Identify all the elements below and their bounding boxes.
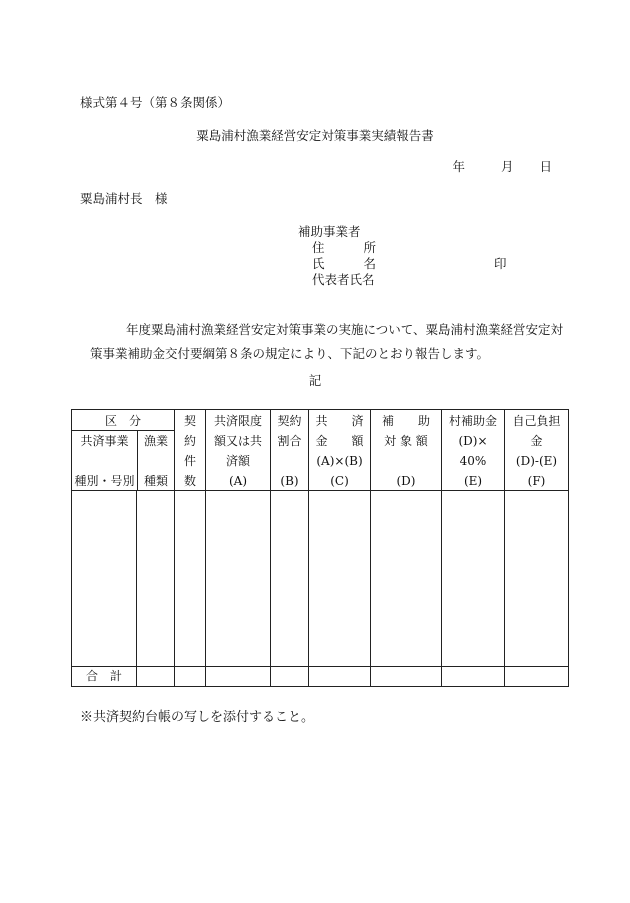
table-row <box>72 491 569 667</box>
header-self-burden <box>505 410 569 491</box>
note-heading: 記 <box>308 373 322 388</box>
applicant-block <box>298 224 507 288</box>
header-col3-line1: 契 <box>183 414 196 428</box>
header-col1-line4: 種別・号別 <box>74 474 135 488</box>
header-col2-line1: 漁業 <box>143 434 168 448</box>
header-col3-line3: 件 <box>183 454 196 468</box>
header-col4-line4: (A) <box>228 474 248 488</box>
header-col9-line1: 自己負担 <box>512 414 561 428</box>
header-col5-line1: 契約 <box>277 414 302 428</box>
header-col9-line2: 金 <box>530 434 543 448</box>
addressee: 粟島浦村長 様 <box>80 191 168 206</box>
form-number-label: 様式第４号（第８条関係） <box>80 95 231 110</box>
header-col8-line2: (D)× <box>458 434 488 448</box>
header-col1-line1: 共済事業 <box>80 434 129 448</box>
header-col5-line4: (B) <box>280 474 299 488</box>
header-category <box>72 410 175 491</box>
address-label: 住 所 <box>312 240 376 255</box>
header-col4-line1: 共済限度 <box>213 414 262 428</box>
header-col7-line4: (D) <box>396 474 416 488</box>
cell-self-burden[interactable] <box>505 491 569 667</box>
header-village-subsidy <box>442 410 505 491</box>
cell-subsidy-target[interactable] <box>371 491 442 667</box>
header-col8-line1: 村補助金 <box>448 414 497 428</box>
report-table <box>71 409 569 687</box>
header-coverage-limit <box>206 410 271 491</box>
header-col3-line2: 約 <box>183 434 196 448</box>
header-col5-line2: 割合 <box>277 434 302 448</box>
header-col6-line3: (A)×(B) <box>316 454 363 468</box>
header-col8-line4: (E) <box>463 474 483 488</box>
total-coverage-limit[interactable] <box>206 667 271 687</box>
date-year: 年 <box>452 159 465 174</box>
footnote: ※共済契約台帳の写しを添付すること。 <box>80 710 315 725</box>
cell-coverage-limit[interactable] <box>206 491 271 667</box>
date-month: 月 <box>500 159 514 174</box>
header-col6-line4: (C) <box>330 474 349 488</box>
total-contract-ratio[interactable] <box>271 667 309 687</box>
total-row <box>72 667 569 687</box>
header-col7-line2: 対 象 額 <box>384 434 428 448</box>
seal-mark: 印 <box>494 256 507 271</box>
body-line-1: 年度粟島浦村漁業経営安定対策事業の実施について、粟島浦村漁業経営安定対 <box>126 322 564 337</box>
applicant-heading: 補助事業者 <box>298 224 361 239</box>
total-self-burden[interactable] <box>505 667 569 687</box>
header-subsidy-target <box>371 410 442 491</box>
total-village-subsidy[interactable] <box>442 667 505 687</box>
header-col6-line2: 金 額 <box>315 434 364 448</box>
date-day: 日 <box>539 159 552 174</box>
total-label: 合 計 <box>72 667 137 687</box>
body-line-2: 策事業補助金交付要綱第８条の規定により、下記のとおり報告します。 <box>90 346 490 361</box>
category-header-label: 区 分 <box>104 414 141 428</box>
total-contract-count[interactable] <box>175 667 206 687</box>
header-col9-line4: (F) <box>527 474 546 488</box>
header-col2-line4: 種類 <box>143 474 168 488</box>
header-col7-line1: 補 助 <box>381 414 430 428</box>
representative-label: 代表者氏名 <box>312 272 375 287</box>
total-premium-amount[interactable] <box>309 667 371 687</box>
total-subsidy-target[interactable] <box>371 667 442 687</box>
total-fishery-type[interactable] <box>137 667 175 687</box>
header-col9-line3: (D)-(E) <box>515 454 558 468</box>
document-title: 粟島浦村漁業経営安定対策事業実績報告書 <box>196 128 434 143</box>
cell-insurance-type[interactable] <box>72 491 137 667</box>
header-col4-line3: 済額 <box>225 454 250 468</box>
header-contract-count <box>175 410 206 491</box>
header-col3-line4: 数 <box>183 474 196 488</box>
header-col8-line3: 40% <box>459 454 487 468</box>
cell-village-subsidy[interactable] <box>442 491 505 667</box>
cell-contract-count[interactable] <box>175 491 206 667</box>
name-label: 氏 名 <box>312 256 376 271</box>
cell-contract-ratio[interactable] <box>271 491 309 667</box>
cell-fishery-type[interactable] <box>137 491 175 667</box>
header-col4-line2: 額又は共 <box>213 434 262 448</box>
cell-premium-amount[interactable] <box>309 491 371 667</box>
header-premium-amount <box>309 410 371 491</box>
header-contract-ratio <box>271 410 309 491</box>
date-line <box>452 161 552 174</box>
header-col6-line1: 共 済 <box>315 414 364 428</box>
report-body <box>90 318 570 366</box>
